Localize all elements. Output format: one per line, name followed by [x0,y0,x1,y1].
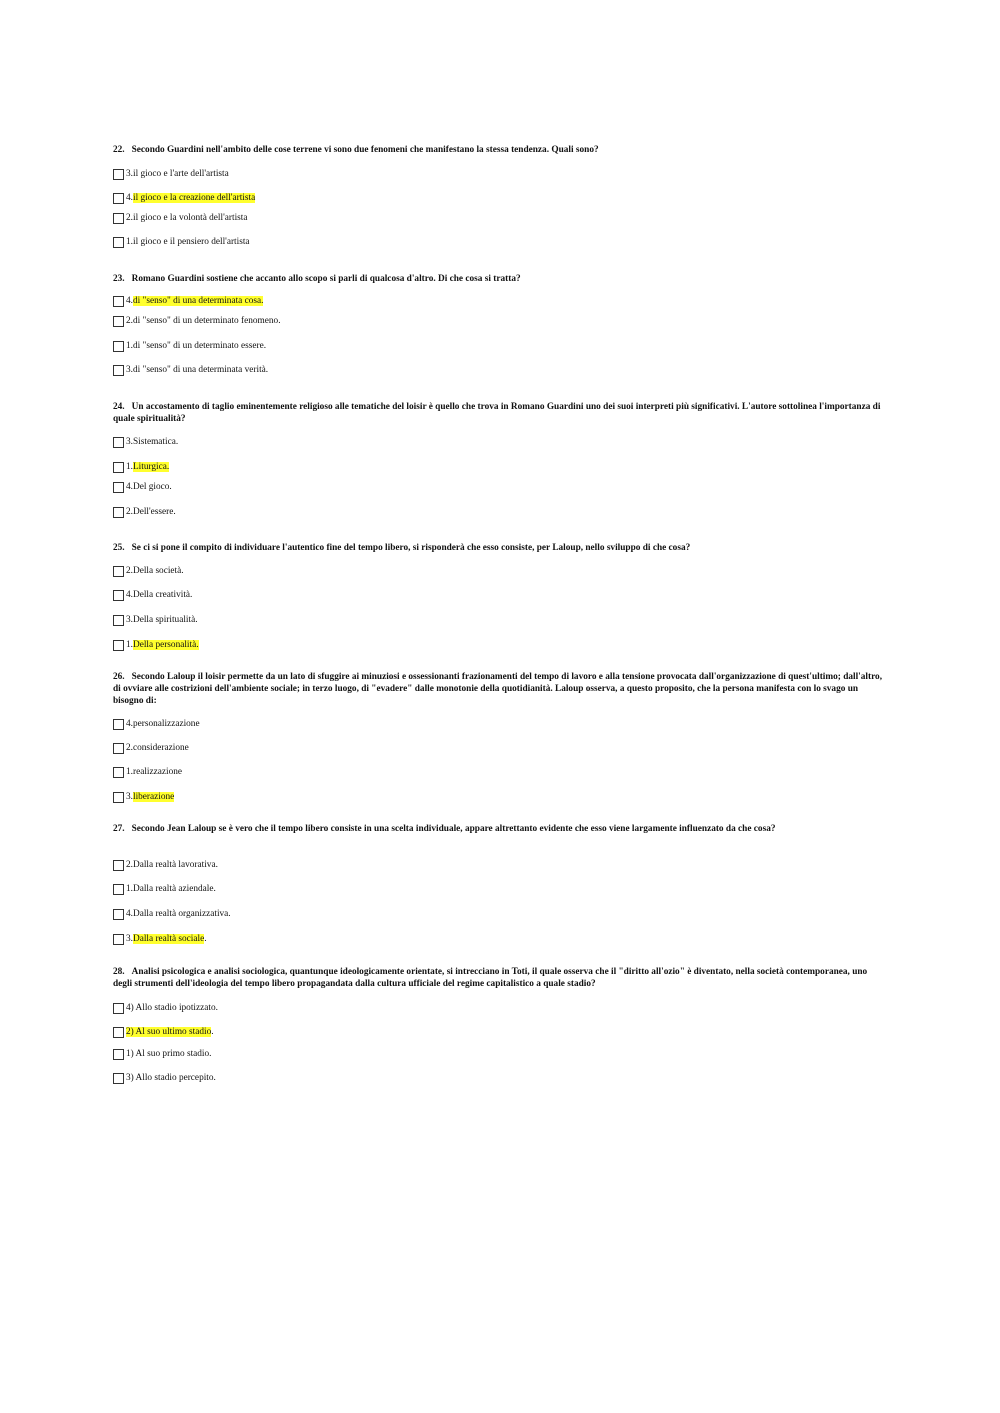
answer-text: Dalla realtà aziendale. [132,884,216,894]
answer-text: il gioco e il pensiero dell'artista [132,237,250,247]
answer-text: Della creatività. [132,590,193,600]
answer-option[interactable] [113,882,216,896]
answer-checkbox[interactable] [113,437,124,448]
question-block [113,966,883,1083]
question-body: Un accostamento di taglio eminentemente religioso alle tematiche del loisir è quello che trova in Romano Guardini uno dei suoi interpreti più significativi. L'autore sottolinea l'importanza di quale spiritualità? [113,402,881,424]
answer-text-highlighted: liberazione [132,792,175,802]
answer-option[interactable] [113,858,218,872]
question-number: 25. [113,543,125,553]
answer-option[interactable] [113,907,231,921]
answer-checkbox[interactable] [113,482,124,493]
answer-text: realizzazione [132,767,183,777]
answer-option[interactable] [113,167,229,181]
question-text [113,273,883,285]
answer-number: 1. [126,884,133,894]
question-body: Se ci si pone il compito di individuare l'autentico fine del tempo libero, si risponderà che esso consiste, per Laloup, nello sviluppo di che cosa? [131,543,691,553]
question-body: Secondo Laloup il loisir permette da un lato di sfuggire ai minuziosi e ossessionanti frazionamenti del tempo di lavoro e alla tensione provocata dall'organizzazione di quest'ultimo; dall'altro, di ovviare alle costrizioni dell'ambiente sociale; in terzo luogo, di "evadere" dalle monotonie della quotidianità. Laloup osserva, a questo proposito, che la persona manifesta con lo svago un bisogno di: [113,672,883,706]
answer-text: Dalla realtà organizzativa. [132,909,231,919]
answer-option[interactable] [113,1025,214,1039]
answer-number: 2. [126,743,133,753]
question-text [113,144,883,156]
answer-option[interactable] [113,211,247,225]
answer-text-highlighted: 2) Al suo ultimo stadio [126,1027,212,1037]
answer-option[interactable] [113,1071,216,1085]
answer-option[interactable] [113,191,255,205]
answer-checkbox[interactable] [113,640,124,651]
answer-text: di "senso" di un determinato essere. [132,341,267,351]
answer-number: 1. [126,341,133,351]
answer-text-highlighted: Della personalità. [132,640,199,650]
answer-option[interactable] [113,717,200,731]
answer-checkbox[interactable] [113,296,124,307]
answer-number: 2. [126,566,133,576]
answer-option[interactable] [113,765,182,779]
answer-checkbox[interactable] [113,590,124,601]
answer-option[interactable] [113,339,266,353]
answer-text: il gioco e l'arte dell'artista [132,169,229,179]
question-number: 28. [113,967,125,977]
answer-checkbox[interactable] [113,1003,124,1014]
answer-number: 3. [126,437,133,447]
answer-text: 4) Allo stadio ipotizzato. [126,1003,218,1013]
question-body: Analisi psicologica e analisi sociologica, quantunque ideologicamente orientate, si intrecciano in Toti, il quale osserva che il "diritto all'ozio" è diventato, nella società contemporanea, uno degli strumenti dell'ideologia del tempo libero propagandata dalla cultura ufficiale del regime capitalistico a quale stadio? [113,967,868,989]
answer-number: 2. [126,316,133,326]
answer-checkbox[interactable] [113,615,124,626]
answer-option[interactable] [113,564,184,578]
answer-option[interactable] [113,638,199,652]
answer-checkbox[interactable] [113,792,124,803]
answer-text: di "senso" di un determinato fenomeno. [132,316,281,326]
answer-text: il gioco e la volontà dell'artista [132,213,248,223]
question-text [113,542,883,554]
question-number: 24. [113,402,125,412]
answer-checkbox[interactable] [113,341,124,352]
answer-option[interactable] [113,741,189,755]
answer-text-highlighted: di "senso" di una determinata cosa. [132,296,264,306]
answer-number: 3. [126,169,133,179]
question-block [113,542,883,650]
answer-checkbox[interactable] [113,743,124,754]
answer-text: considerazione [132,743,189,753]
answer-checkbox[interactable] [113,365,124,376]
answer-option[interactable] [113,932,207,946]
answer-option[interactable] [113,505,176,519]
answer-option[interactable] [113,1047,211,1061]
answer-text: personalizzazione [132,719,200,729]
answer-number: 3. [126,365,133,375]
answer-number: 1. [126,640,133,650]
question-block [113,401,883,517]
answer-text: Della spiritualità. [132,615,198,625]
answer-text-highlighted: il gioco e la creazione dell'artista [132,193,256,203]
answer-suffix: . [204,934,207,944]
answer-checkbox[interactable] [113,767,124,778]
answer-suffix: . [211,1027,214,1037]
answer-text: 1) Al suo primo stadio. [126,1049,212,1059]
answer-checkbox[interactable] [113,934,124,945]
answer-option[interactable] [113,294,263,308]
answer-option[interactable] [113,613,198,627]
question-body: Romano Guardini sostiene che accanto allo scopo si parli di qualcosa d'altro. Di che cosa si tratta? [131,274,521,284]
answer-text: Dell'essere. [132,507,176,517]
question-number: 22. [113,145,125,155]
answer-text: Dalla realtà lavorativa. [132,860,218,870]
answer-checkbox[interactable] [113,566,124,577]
answer-number: 1. [126,462,133,472]
answer-checkbox[interactable] [113,1073,124,1084]
answer-number: 3. [126,934,133,944]
answer-text: 3) Allo stadio percepito. [126,1073,216,1083]
answer-checkbox[interactable] [113,213,124,224]
answer-number: 4. [126,719,133,729]
answer-checkbox[interactable] [113,507,124,518]
answer-checkbox[interactable] [113,909,124,920]
question-block [113,273,883,375]
answer-number: 1. [126,767,133,777]
answer-number: 4. [126,590,133,600]
answer-checkbox[interactable] [113,169,124,180]
answer-text: di "senso" di una determinata verità. [132,365,269,375]
answer-number: 3. [126,615,133,625]
question-text [113,671,883,707]
answer-checkbox[interactable] [113,884,124,895]
answer-option[interactable] [113,790,174,804]
answer-option[interactable] [113,235,250,249]
answer-number: 3. [126,792,133,802]
question-number: 23. [113,274,125,284]
answer-option[interactable] [113,314,281,328]
answer-option[interactable] [113,588,192,602]
question-text [113,966,883,990]
answer-text-highlighted: Liturgica. [132,462,170,472]
answer-option[interactable] [113,435,178,449]
answer-checkbox[interactable] [113,237,124,248]
answer-option[interactable] [113,363,268,377]
answer-number: 1. [126,237,133,247]
question-number: 27. [113,824,125,834]
answer-text: Della società. [132,566,184,576]
answer-option[interactable] [113,460,169,474]
question-block [113,823,883,944]
answer-number: 4. [126,193,133,203]
answer-checkbox[interactable] [113,1027,124,1038]
answer-text: Del gioco. [132,482,172,492]
question-body: Secondo Jean Laloup se è vero che il tempo libero consiste in una scelta individuale, appare altrettanto evidente che esso viene largamente influenzato da che cosa? [131,824,776,834]
question-body: Secondo Guardini nell'ambito delle cose terrene vi sono due fenomeni che manifestano la stessa tendenza. Quali sono? [131,145,599,155]
answer-checkbox[interactable] [113,860,124,871]
answer-option[interactable] [113,480,172,494]
question-block [113,144,883,247]
answer-number: 2. [126,860,133,870]
answer-number: 2. [126,213,133,223]
answer-checkbox[interactable] [113,316,124,327]
answer-text-highlighted: Dalla realtà sociale [132,934,205,944]
question-text [113,401,883,425]
answer-checkbox[interactable] [113,193,124,204]
answer-checkbox[interactable] [113,1049,124,1060]
answer-text: Sistematica. [132,437,179,447]
question-block [113,671,883,802]
answer-number: 4. [126,482,133,492]
question-number: 26. [113,672,125,682]
answer-number: 4. [126,296,133,306]
answer-number: 4. [126,909,133,919]
answer-checkbox[interactable] [113,462,124,473]
answer-checkbox[interactable] [113,719,124,730]
question-text [113,823,883,835]
answer-option[interactable] [113,1001,218,1015]
answer-number: 2. [126,507,133,517]
